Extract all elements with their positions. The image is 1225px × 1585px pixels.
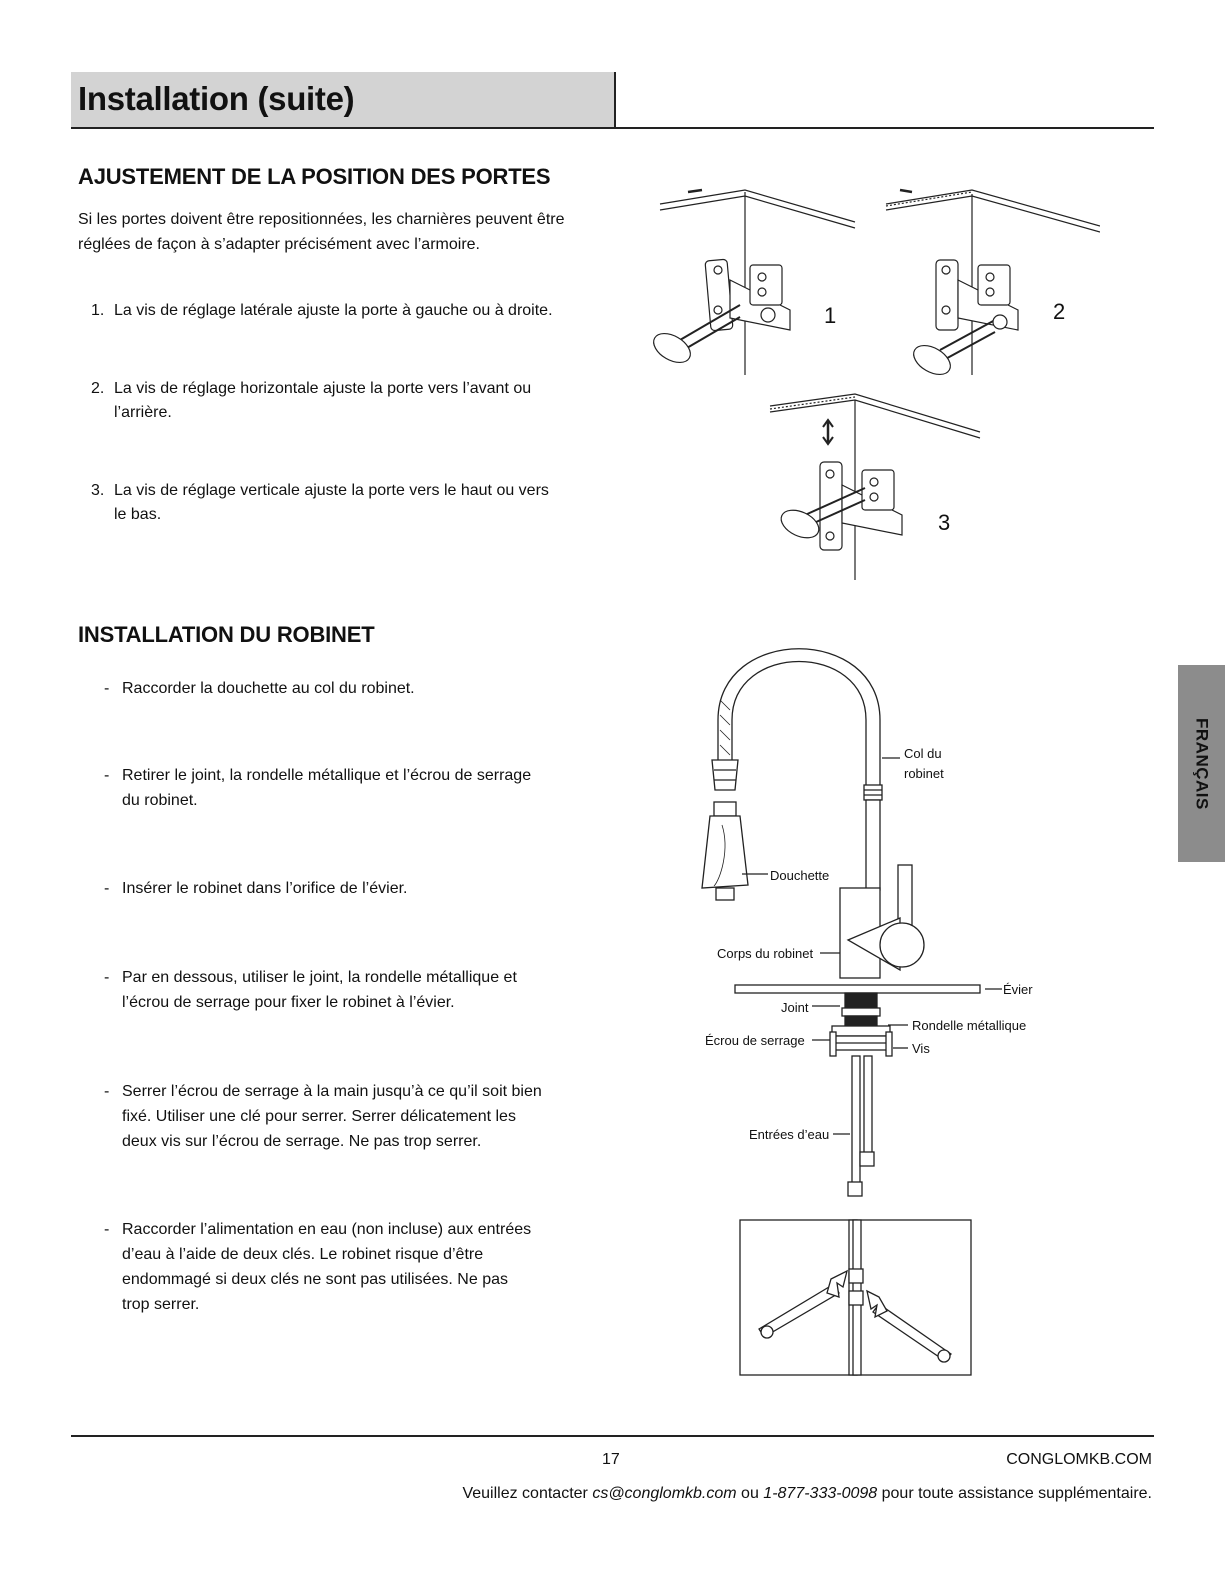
page-number: 17 (602, 1451, 620, 1468)
label-ecrou: Écrou de serrage (705, 1033, 805, 1048)
page-title: Installation (suite) (78, 80, 355, 117)
label-vis: Vis (912, 1041, 930, 1056)
bullet-6-line-3: endommagé si deux clés ne sont pas utilisées. Ne pas (122, 1271, 508, 1288)
wrench-inset-illustration (739, 1219, 972, 1376)
step-2-text-line-2: l’arrière. (114, 404, 172, 421)
footer-rule (71, 1435, 1154, 1437)
label-rondelle: Rondelle métallique (912, 1018, 1027, 1033)
label-douchette: Douchette (770, 868, 830, 883)
bullet-4-line-1: Par en dessous, utiliser le joint, la rondelle métallique et (122, 969, 517, 986)
step-3-text-line-2: le bas. (114, 506, 162, 523)
bullet-5-line-2: fixé. Utiliser une clé pour serrer. Serrer délicatement les (122, 1108, 516, 1125)
phone-link[interactable]: 1-877-333-0098 (763, 1485, 878, 1502)
bullet-dash: - (104, 767, 110, 784)
bullet-2-line-1: Retirer le joint, la rondelle métallique et l’écrou de serrage (122, 767, 532, 784)
header-rule (71, 127, 1154, 129)
bullet-6-line-4: trop serrer. (122, 1296, 200, 1313)
label-col-line-1: Col du (904, 746, 942, 761)
bullet-dash: - (104, 1083, 110, 1100)
bullet-dash: - (104, 1221, 110, 1238)
figure-label-3: 3 (938, 510, 951, 535)
hinge-adjustment-illustration (650, 180, 1100, 585)
contact-prefix: Veuillez contacter (462, 1485, 593, 1502)
faucet-exploded-illustration (690, 630, 1010, 1210)
step-number: 3. (91, 482, 105, 499)
bullet-dash: - (104, 680, 110, 697)
label-joint: Joint (781, 1000, 809, 1015)
figure-label-1: 1 (824, 303, 837, 328)
language-tab[interactable] (1178, 665, 1225, 862)
language-tab-label: FRANÇAIS (1192, 717, 1212, 810)
bullet-6-line-1: Raccorder l’alimentation en eau (non incluse) aux entrées (122, 1221, 532, 1238)
contact-suffix: pour toute assistance supplémentaire. (877, 1485, 1152, 1502)
bullet-dash: - (104, 880, 110, 897)
contact-line (462, 1485, 1152, 1503)
step-2-text-line-1: La vis de réglage horizontale ajuste la porte vers l’avant ou (114, 380, 532, 397)
step-number: 2. (91, 380, 105, 397)
label-entrees: Entrées d’eau (749, 1127, 830, 1142)
website-link[interactable]: CONGLOMKB.COM (1006, 1451, 1152, 1468)
bullet-2-line-2: du robinet. (122, 792, 198, 809)
section-heading-door-adjustment: AJUSTEMENT DE LA POSITION DES PORTES (78, 164, 551, 189)
intro-line-2: réglées de façon à s’adapter précisément avec l’armoire. (78, 236, 480, 253)
bullet-5-line-1: Serrer l’écrou de serrage à la main jusqu’à ce qu’il soit bien (122, 1083, 542, 1100)
bullet-dash: - (104, 969, 110, 986)
bullet-4-line-2: l’écrou de serrage pour fixer le robinet à l’évier. (122, 994, 455, 1011)
step-number: 1. (91, 302, 105, 319)
bullet-6-line-2: d’eau à l’aide de deux clés. Le robinet risque d’être (122, 1246, 484, 1263)
label-corps: Corps du robinet (717, 946, 814, 961)
label-col-line-2: robinet (904, 766, 944, 781)
bullet-1-line-1: Raccorder la douchette au col du robinet. (122, 680, 415, 697)
figure-label-2: 2 (1053, 299, 1066, 324)
label-evier: Évier (1003, 982, 1033, 997)
intro-line-1: Si les portes doivent être repositionnées, les charnières peuvent être (78, 211, 565, 228)
bullet-3-line-1: Insérer le robinet dans l’orifice de l’évier. (122, 880, 408, 897)
step-1-text: La vis de réglage latérale ajuste la porte à gauche ou à droite. (114, 302, 553, 319)
contact-mid: ou (736, 1485, 764, 1502)
section-heading-faucet-installation: INSTALLATION DU ROBINET (78, 622, 375, 647)
email-link[interactable]: cs@conglomkb.com (592, 1485, 737, 1502)
step-3-text-line-1: La vis de réglage verticale ajuste la porte vers le haut ou vers (114, 482, 549, 499)
bullet-5-line-3: deux vis sur l’écrou de serrage. Ne pas trop serrer. (122, 1133, 482, 1150)
